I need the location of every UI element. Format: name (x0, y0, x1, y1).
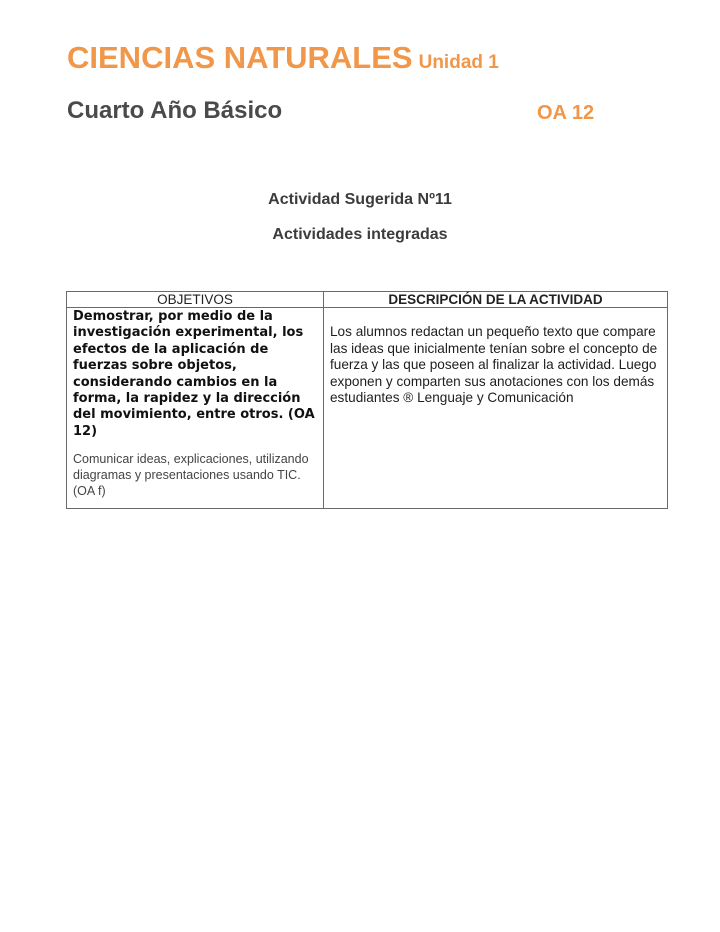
document-title (67, 40, 499, 76)
activity-type-heading: Actividades integradas (272, 226, 448, 243)
table-row (67, 308, 668, 509)
column-header-description: DESCRIPCIÓN DE LA ACTIVIDAD (324, 292, 668, 308)
objectives-cell (67, 308, 324, 509)
activity-description: Los alumnos redactan un pequeño texto que compare las ideas que inicialmente tenían sobre el concepto de fuerza y las que poseen al finalizar la actividad. Luego exponen y comparten sus anotaciones con los demás estudiantes ® Lenguaje y Comunicación (330, 324, 658, 405)
column-header-objectives: OBJETIVOS (67, 292, 324, 308)
activity-number-heading: Actividad Sugerida Nº11 (268, 191, 452, 208)
secondary-objective: Comunicar ideas, explicaciones, utilizando diagramas y presentaciones usando TIC. (OA f) (73, 452, 309, 499)
unit-label: Unidad 1 (418, 52, 499, 73)
grade-label: Cuarto Año Básico (67, 97, 283, 124)
description-cell (324, 308, 668, 509)
primary-objective: Demostrar, por medio de la investigación experimental, los efectos de la aplicación de fuerzas sobre objetos, considerando cambios en la forma, la rapidez y la dirección del movimiento, entre otros. (OA 12) (73, 309, 315, 439)
oa-code: OA 12 (537, 102, 595, 124)
activity-table (66, 291, 668, 509)
table-header-row (67, 292, 668, 308)
subject-title: CIENCIAS NATURALES (67, 40, 413, 75)
